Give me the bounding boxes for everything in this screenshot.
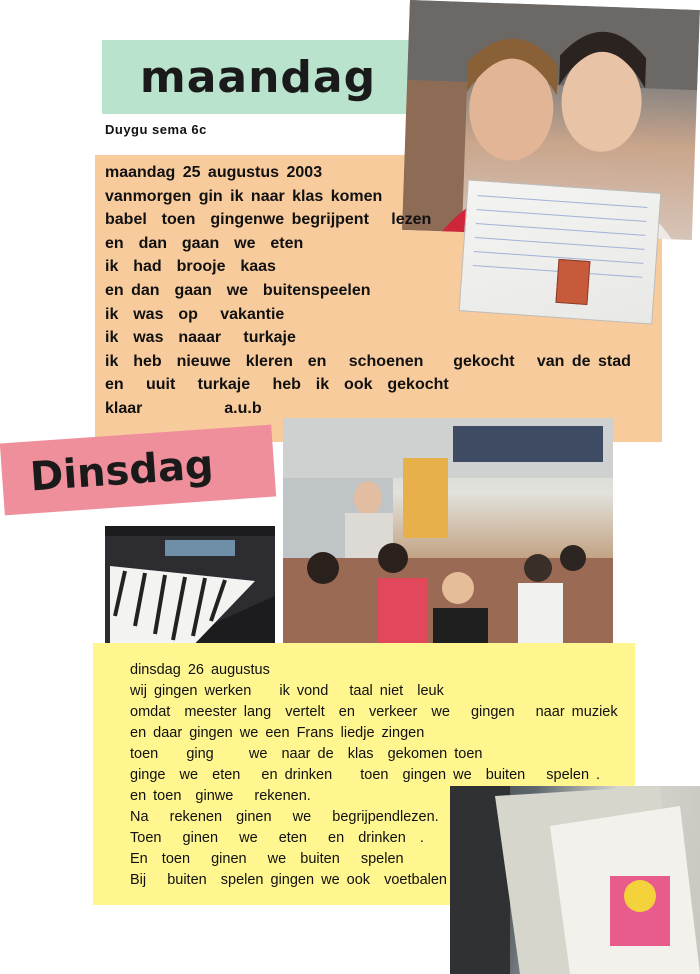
books-illustration <box>450 786 700 974</box>
maandag-heading-banner <box>102 40 414 114</box>
photo-keyboard <box>105 526 275 654</box>
text-line: dinsdag 26 augustus <box>130 662 270 678</box>
text-line: En toen ginen we buiten spelen <box>130 851 404 867</box>
monday-diary-text <box>105 161 665 421</box>
dinsdag-heading: Dinsdag <box>28 441 215 501</box>
text-line: en uuit turkaje heb ik ook gekocht <box>105 376 449 394</box>
text-line: klaar a.u.b <box>105 399 262 417</box>
text-line: ik was naaar turkaje <box>105 329 296 347</box>
dinsdag-heading-banner <box>0 425 276 516</box>
text-line: ik had brooje kaas <box>105 258 276 276</box>
text-line: Bij buiten spelen gingen we ook voetbalen <box>130 872 447 888</box>
author-label: Duygu sema 6c <box>105 122 207 137</box>
text-line: maandag 25 augustus 2003 <box>105 164 323 181</box>
photo-classroom <box>283 418 613 665</box>
maandag-heading: maandag <box>139 51 377 103</box>
text-line: ik heb nieuwe kleren en schoenen gekocht van de stad <box>105 352 631 370</box>
text-line: omdat meester lang vertelt en verkeer we gingen naar muziek <box>130 704 618 720</box>
text-line: en toen ginwe rekenen. <box>130 788 311 804</box>
text-line: ginge we eten en drinken toen gingen we buiten spelen . <box>130 767 601 783</box>
text-line: ik was op vakantie <box>105 305 285 323</box>
photo-books <box>450 786 700 974</box>
text-line: vanmorgen gin ik naar klas komen <box>105 187 383 205</box>
text-line: Na rekenen ginen we begrijpendlezen. <box>130 809 439 825</box>
classroom-illustration <box>283 418 613 665</box>
text-line: wij gingen werken ik vond taal niet leuk <box>130 683 444 699</box>
keyboard-illustration <box>105 526 275 654</box>
text-line: en dan gaan we buitenspeelen <box>105 281 371 299</box>
text-line: Toen ginen we eten en drinken . <box>130 830 424 846</box>
text-line: toen ging we naar de klas gekomen toen <box>130 746 483 762</box>
text-line: en dan gaan we eten <box>105 234 304 252</box>
text-line: en daar gingen we een Frans liedje zingen <box>130 725 425 741</box>
text-line: babel toen gingenwe begrijpent lezen <box>105 211 432 229</box>
